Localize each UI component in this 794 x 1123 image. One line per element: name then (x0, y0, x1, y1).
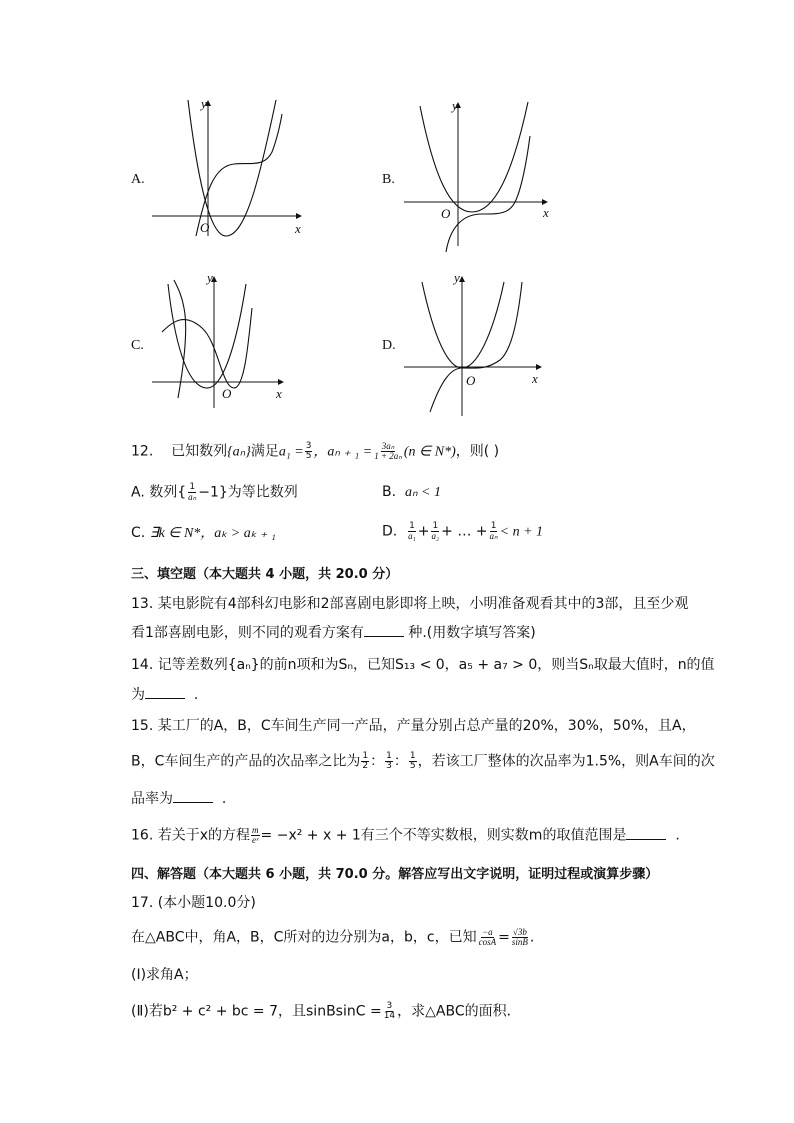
answer-blank (364, 624, 404, 637)
x-axis-arrow (296, 213, 302, 219)
x-axis-label: x (276, 386, 282, 401)
q12-option-d: D. $\frac{1}{\text{a₁}}$ + $\frac{1}{\text{a₂}}$ + … + $\frac{1}{\text{aₙ}}$ < n + 1 (382, 521, 544, 541)
q17-part2: (Ⅱ)若b² + c² + bc = 7，且sinBsinC = $\frac{3}{14}$ ，求△ABC的面积． (131, 1001, 521, 1021)
q15-line2: B，C车间生产的产品的次品率之比为 $\frac{1}{2}$ ： $\frac{1}{3}$ ： $\frac{1}{5}$ ，若该工厂整体的次品率为1.5%，则A车间的次 (131, 751, 715, 771)
q16-line: 16. 若关于x的方程 $\frac{m}{\text{eˣ}}$ = −x² + x + 1有三个不等实数根，则实数m的取值范围是 . (131, 825, 680, 845)
q12-stem: 12. 已知数列{aₙ}满足a₁ = $\frac{3}{5}$ ，aₙ ₊ ₁ = $\frac{\text{3aₙ}}{\text{1 + 2aₙ}}$ (n ∈ N*)，则( ) (131, 441, 500, 461)
q15-line1: 15. 某工厂的A，B，C车间生产同一产品，产量分别占总产量的20%，30%，50%，且A， (131, 718, 696, 734)
y-axis-label: y (201, 96, 207, 111)
q12-option-c: C. ∃k ∈ N*，aₖ > aₖ ₊ ₁ (131, 525, 276, 541)
x-axis-label: x (295, 221, 301, 236)
x-axis-label: x (543, 205, 549, 220)
answer-blank (145, 686, 185, 699)
section-4-title: 四、解答题（本大题共 6 小题，共 70.0 分。解答应写出文字说明，证明过程或演算步骤） (131, 867, 659, 882)
origin-label: O (466, 373, 476, 388)
curve-cubic (446, 136, 530, 252)
y-axis-label: y (207, 270, 213, 285)
q17-header: 17. (本小题10.0分) (131, 895, 256, 911)
q13-line2: 看1部喜剧电影，则不同的观看方案有 种.(用数字填写答案) (131, 625, 536, 641)
option-d-label: D. (382, 338, 396, 353)
y-axis-label: y (454, 270, 460, 285)
x-axis-label: x (532, 371, 538, 386)
q12-option-a: A. 数列{ $\frac{1}{\text{aₙ}}$ −1}为等比数列 (131, 482, 298, 502)
q17-part1: (Ⅰ)求角A； (131, 967, 198, 983)
graph-d (400, 268, 560, 418)
q12-option-b: B. aₙ < 1 (382, 484, 441, 500)
answer-blank (173, 790, 213, 803)
answer-blank (626, 827, 666, 840)
q14-line2: 为 . (131, 687, 199, 703)
origin-label: O (222, 386, 232, 401)
x-axis-arrow (278, 379, 284, 385)
y-axis-label: y (452, 98, 458, 113)
section-3-title: 三、填空题（本大题共 4 小题，共 20.0 分） (131, 567, 399, 582)
y-axis-arrow (459, 276, 465, 282)
origin-label: O (441, 206, 451, 221)
q15-line3: 品率为 . (131, 791, 227, 807)
q14-line1: 14. 记等差数列{aₙ}的前n项和为Sₙ，已知S₁₃ < 0，a₅ + a₇ > 0，则当Sₙ取最大值时，n的值 (131, 657, 715, 673)
curve-parabola (422, 282, 504, 368)
curve-parabola (168, 284, 246, 388)
x-axis-arrow (536, 364, 542, 370)
curve-branch (174, 280, 186, 398)
option-c-label: C. (131, 338, 144, 353)
curve-cubic (162, 308, 252, 388)
origin-label: O (200, 220, 210, 235)
graph-b (400, 96, 560, 256)
graph-c (148, 268, 298, 413)
q13-line1: 13. 某电影院有4部科幻电影和2部喜剧电影即将上映，小明准备观看其中的3部，且至少观 (131, 596, 689, 612)
curve-cubic (430, 282, 522, 412)
option-b-label: B. (382, 172, 395, 187)
q17-line1: 在△ABC中，角A，B，C所对的边分别为a，b，c，已知 $\frac{-a}{\cos A}$ = $\frac{√3b}{\sin B}$ . (131, 927, 535, 947)
option-a-label: A. (131, 172, 145, 187)
curve-parabola (420, 102, 528, 212)
graph-a (148, 96, 308, 241)
